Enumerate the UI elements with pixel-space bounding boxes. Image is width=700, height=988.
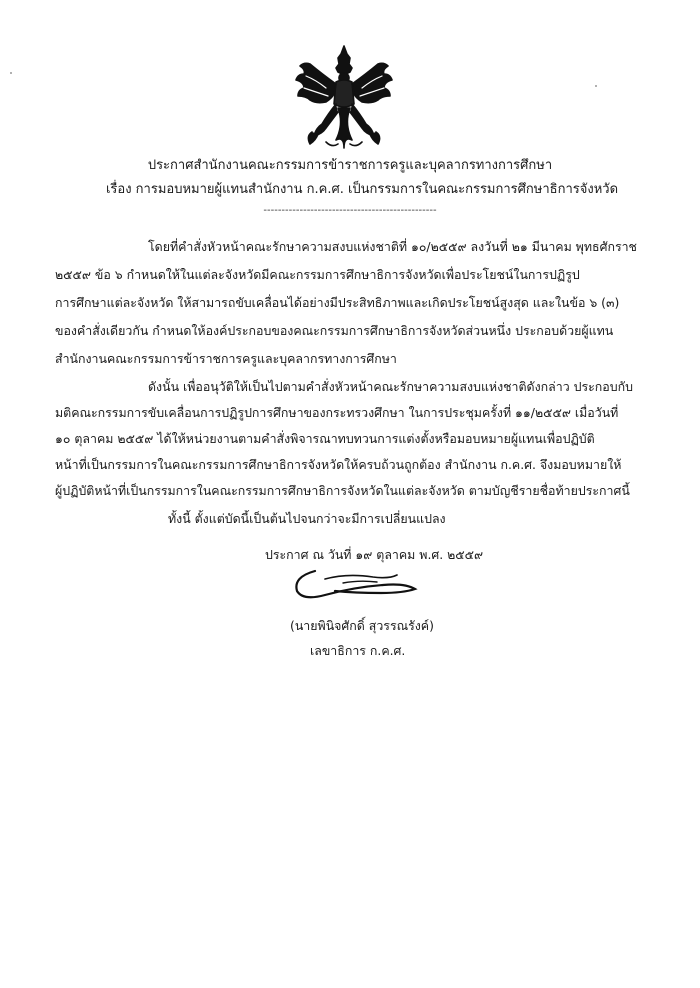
announcement-date: ประกาศ ณ วันที่ ๑๙ ตุลาคม พ.ศ. ๒๕๕๙: [265, 547, 484, 562]
paragraph-1-line: โดยที่คำสั่งหัวหน้าคณะรักษาความสงบแห่งชาติที่ ๑๐/๒๕๕๙ ลงวันที่ ๒๑ มีนาคม พุทธศักราช: [148, 239, 637, 254]
closing-statement: ทั้งนี้ ตั้งแต่บัดนี้เป็นต้นไปจนกว่าจะมีการเปลี่ยนแปลง: [168, 511, 446, 526]
paragraph-2-line: หน้าที่เป็นกรรมการในคณะกรรมการศึกษาธิการจังหวัดให้ครบถ้วนถูกต้อง สำนักงาน ก.ค.ศ. จึงมอบหมายให้: [55, 457, 622, 472]
paragraph-1-line: การศึกษาแต่ละจังหวัด ให้สามารถขับเคลื่อนได้อย่างมีประสิทธิภาพและเกิดประโยชน์สูงสุด และในข้อ ๖ (๓): [55, 295, 620, 310]
paragraph-2-line: ผู้ปฏิบัติหน้าที่เป็นกรรมการในคณะกรรมการศึกษาธิการจังหวัดในแต่ละจังหวัด ตามบัญชีรายชื่อท้ายประกาศนี้: [55, 483, 630, 498]
paragraph-1-line: ๒๕๕๙ ข้อ ๖ กำหนดให้ในแต่ละจังหวัดมีคณะกรรมการศึกษาธิการจังหวัดเพื่อประโยชน์ในการปฏิรูป: [55, 267, 580, 282]
paragraph-2-line: ๑๐ ตุลาคม ๒๕๕๙ ได้ให้หน่วยงานตามคำสั่งพิจารณาทบทวนการแต่งตั้งหรือมอบหมายผู้แทนเพื่อปฏิบัติ: [55, 431, 595, 446]
signer-name: (นายพินิจศักดิ์ สุวรรณรังค์): [290, 618, 434, 633]
scan-speck: [595, 85, 597, 87]
signer-position: เลขาธิการ ก.ค.ศ.: [310, 643, 406, 658]
signature-icon: [285, 563, 425, 608]
document-title: ประกาศสำนักงานคณะกรรมการข้าราชการครูและบุคลากรทางการศึกษา: [147, 158, 553, 173]
garuda-emblem-icon: [292, 44, 396, 152]
paragraph-1-line: ของคำสั่งเดียวกัน กำหนดให้องค์ประกอบของคณะกรรมการศึกษาธิการจังหวัดส่วนหนึ่ง ประกอบด้วยผู้แทน: [55, 323, 614, 338]
document-subject: เรื่อง การมอบหมายผู้แทนสำนักงาน ก.ค.ศ. เป็นกรรมการในคณะกรรมการศึกษาธิการจังหวัด: [105, 182, 619, 197]
scan-speck: [10, 72, 12, 74]
paragraph-1-line: สำนักงานคณะกรรมการข้าราชการครูและบุคลากรทางการศึกษา: [55, 351, 397, 366]
paragraph-2-line: ดังนั้น เพื่ออนุวัติให้เป็นไปตามคำสั่งหัวหน้าคณะรักษาความสงบแห่งชาติดังกล่าว ประกอบกับ: [148, 379, 633, 394]
header-divider: ------------------------------------------------: [263, 205, 437, 216]
paragraph-2-line: มติคณะกรรมการขับเคลื่อนการปฏิรูปการศึกษาของกระทรวงศึกษา ในการประชุมครั้งที่ ๑๑/๒๕๕๙ เมื่อวันที่: [55, 405, 619, 420]
